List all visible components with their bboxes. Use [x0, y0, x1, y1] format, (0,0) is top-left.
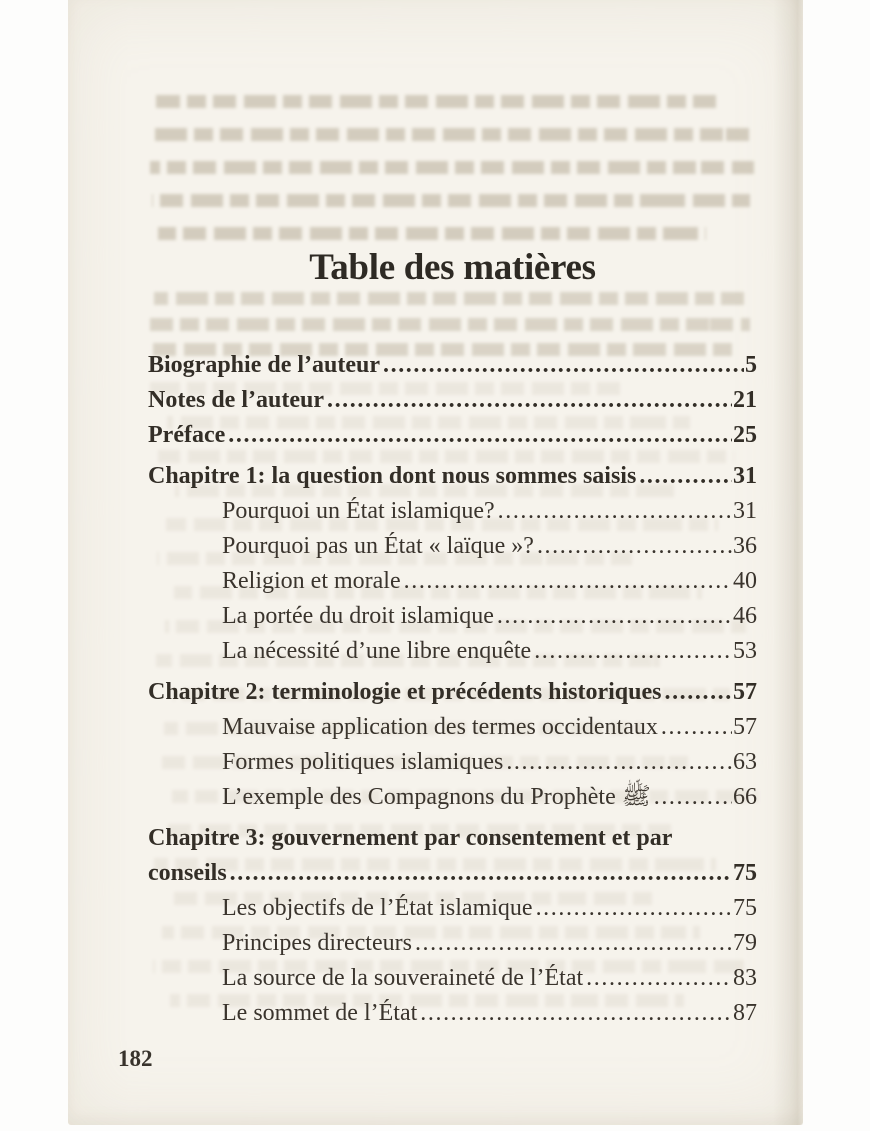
toc-entry-label: Les objectifs de l’État islamique: [222, 895, 533, 921]
toc-entry: [148, 821, 757, 891]
toc-entry-label: Mauvaise application des termes occidentaux: [222, 714, 658, 740]
toc-entry-label: L’exemple des Compagnons du Prophète ﷺ: [222, 784, 651, 810]
toc-leader-dots: [415, 926, 732, 961]
toc-entry-label: Le sommet de l’État: [222, 1000, 418, 1026]
toc-entry-label: Chapitre 2: terminologie et précédents historiques: [148, 679, 662, 705]
toc-entry: [148, 348, 757, 383]
toc-entry: [148, 383, 757, 418]
toc-leader-dots: [586, 961, 732, 996]
toc-entry: [148, 891, 757, 926]
toc-entry-label-line1: Chapitre 3: gouvernement par consentement et par: [148, 825, 673, 851]
book-page: [68, 0, 803, 1125]
page-title: Table des matières: [309, 247, 596, 288]
toc-page-number: 5: [745, 352, 757, 378]
toc-page-number: 21: [733, 387, 757, 413]
toc-entry: [148, 529, 757, 564]
toc-entry: [148, 599, 757, 634]
toc-leader-dots: [327, 383, 732, 418]
toc-leader-dots: [534, 634, 732, 669]
toc-leader-dots: [420, 996, 732, 1031]
toc-leader-dots: [537, 529, 732, 564]
toc-page-number: 75: [733, 895, 757, 921]
toc-entry: [148, 634, 757, 669]
toc-leader-dots: [383, 348, 744, 383]
toc-page-number: 53: [733, 638, 757, 664]
toc-page-number: 66: [733, 784, 757, 810]
toc-leader-dots: [497, 599, 732, 634]
toc-entry: [148, 675, 757, 710]
toc-entry-label: Notes de l’auteur: [148, 387, 324, 413]
toc-leader-dots: [664, 675, 732, 710]
toc-entry: [148, 564, 757, 599]
page-number: 182: [118, 1046, 153, 1071]
toc-entry-label: Chapitre 1: la question dont nous sommes saisis: [148, 463, 637, 489]
toc-entry: [148, 418, 757, 453]
toc-leader-dots: [654, 780, 732, 815]
toc-page-number: 31: [733, 498, 757, 524]
toc-entry: [148, 996, 757, 1031]
toc-entry-label: Préface: [148, 422, 226, 448]
toc-entry-label: Religion et morale: [222, 568, 401, 594]
toc-entry-label: Biographie de l’auteur: [148, 352, 380, 378]
toc-page-number: 75: [733, 860, 757, 886]
toc-entry-label: Principes directeurs: [222, 930, 412, 956]
toc-page-number: 31: [733, 463, 757, 489]
toc-page-number: 79: [733, 930, 757, 956]
toc-entry: [148, 710, 757, 745]
toc-page-number: 46: [733, 603, 757, 629]
toc-entry-label: La portée du droit islamique: [222, 603, 494, 629]
toc-entry: [148, 926, 757, 961]
toc-page-number: 40: [733, 568, 757, 594]
toc-page-number: 36: [733, 533, 757, 559]
toc-leader-dots: [404, 564, 732, 599]
toc-page-number: 63: [733, 749, 757, 775]
toc-page-number: 57: [733, 679, 757, 705]
toc-leader-dots: [228, 418, 732, 453]
toc-entry-label: Pourquoi un État islamique?: [222, 498, 495, 524]
toc-leader-dots: [506, 745, 732, 780]
toc-entry-label: Pourquoi pas un État « laïque »?: [222, 533, 534, 559]
toc-leader-dots: [661, 710, 732, 745]
toc-page-number: 57: [733, 714, 757, 740]
toc-leader-dots: [536, 891, 732, 926]
toc-entry: [148, 459, 757, 494]
toc-page-number: 25: [733, 422, 757, 448]
toc-entry: [148, 961, 757, 996]
toc-page-number: 87: [733, 1000, 757, 1026]
toc-entry-label: La source de la souveraineté de l’État: [222, 965, 584, 991]
toc-leader-dots: [639, 459, 732, 494]
toc-entry: [148, 745, 757, 780]
toc-entry-label: La nécessité d’une libre enquête: [222, 638, 532, 664]
toc-entry: [148, 780, 757, 815]
toc-leader-dots: [498, 494, 732, 529]
table-of-contents: [148, 348, 757, 1031]
toc-entry-label: conseils: [148, 860, 227, 886]
toc-entry: [148, 494, 757, 529]
toc-entry-label: Formes politiques islamiques: [222, 749, 504, 775]
toc-leader-dots: [230, 856, 732, 891]
toc-page-number: 83: [733, 965, 757, 991]
